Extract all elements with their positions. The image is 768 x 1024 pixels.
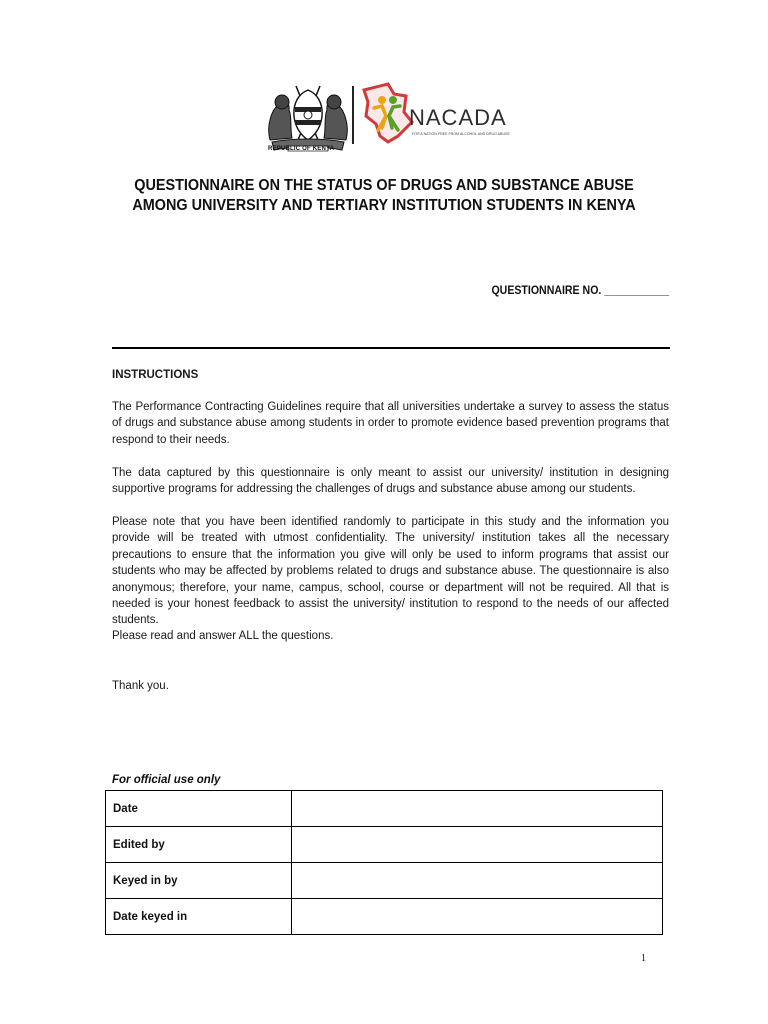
instructions-paragraph-3: Please note that you have been identified randomly to participate in this study and the information you provide will be treated with utmost confidentiality. The university/ institution takes all the necessary precautions to ensure that the information you give will only be used to inform programs that assist our students who may be affected by problems related to drugs and substance abuse. The questionnaire is also anonymous; therefore, your name, campus, school, course or department will not be required. All that is needed is your honest feedback to assist the university/ institution to respond to the needs of our affected students. bbox=[112, 516, 669, 627]
row-field-date[interactable] bbox=[292, 791, 663, 827]
instructions-heading: INSTRUCTIONS bbox=[112, 369, 199, 381]
title-line-2: AMONG UNIVERSITY AND TERTIARY INSTITUTION STUDENTS IN KENYA bbox=[132, 197, 636, 214]
instructions-paragraph-1: The Performance Contracting Guidelines require that all universities undertake a survey to assess the status of drugs and substance abuse among students in order to promote evidence based prevention programs that respond to their needs. bbox=[112, 401, 669, 446]
header-logos bbox=[262, 72, 522, 160]
table-row bbox=[106, 899, 663, 935]
nacada-logo bbox=[358, 78, 528, 158]
row-label-date-keyed-in: Date keyed in bbox=[106, 899, 292, 935]
row-field-date-keyed-in[interactable] bbox=[292, 899, 663, 935]
horizontal-rule bbox=[112, 347, 670, 349]
title-line-1: QUESTIONNAIRE ON THE STATUS OF DRUGS AND SUBSTANCE ABUSE bbox=[134, 177, 634, 194]
nacada-map-figure-icon bbox=[358, 80, 414, 144]
official-use-label: For official use only bbox=[112, 774, 221, 786]
page-number: 1 bbox=[641, 953, 646, 964]
nacada-wordmark: NACADA bbox=[409, 105, 507, 130]
nacada-tagline: FOR A NATION FREE FROM ALCOHOL AND DRUG ABUSE bbox=[412, 132, 510, 136]
thank-you-text: Thank you. bbox=[112, 680, 169, 692]
row-field-keyed-in-by[interactable] bbox=[292, 863, 663, 899]
document-title bbox=[111, 176, 658, 216]
official-use-table bbox=[105, 790, 663, 935]
row-label-edited-by: Edited by bbox=[106, 827, 292, 863]
instructions-paragraph-2: The data captured by this questionnaire is only meant to assist our university/ institution in designing supportive programs for addressing the challenges of drugs and substance abuse among our students. bbox=[112, 467, 669, 496]
coat-of-arms-caption: REPUBLIC OF KENYA bbox=[268, 146, 335, 152]
table-row bbox=[106, 827, 663, 863]
row-label-date: Date bbox=[106, 791, 292, 827]
table-row bbox=[106, 791, 663, 827]
instructions-paragraph-4: Please read and answer ALL the questions. bbox=[112, 630, 334, 642]
row-label-keyed-in-by: Keyed in by bbox=[106, 863, 292, 899]
table-row bbox=[106, 863, 663, 899]
row-field-edited-by[interactable] bbox=[292, 827, 663, 863]
questionnaire-number: QUESTIONNAIRE NO. ___________ bbox=[491, 285, 669, 297]
logo-divider bbox=[352, 86, 354, 144]
